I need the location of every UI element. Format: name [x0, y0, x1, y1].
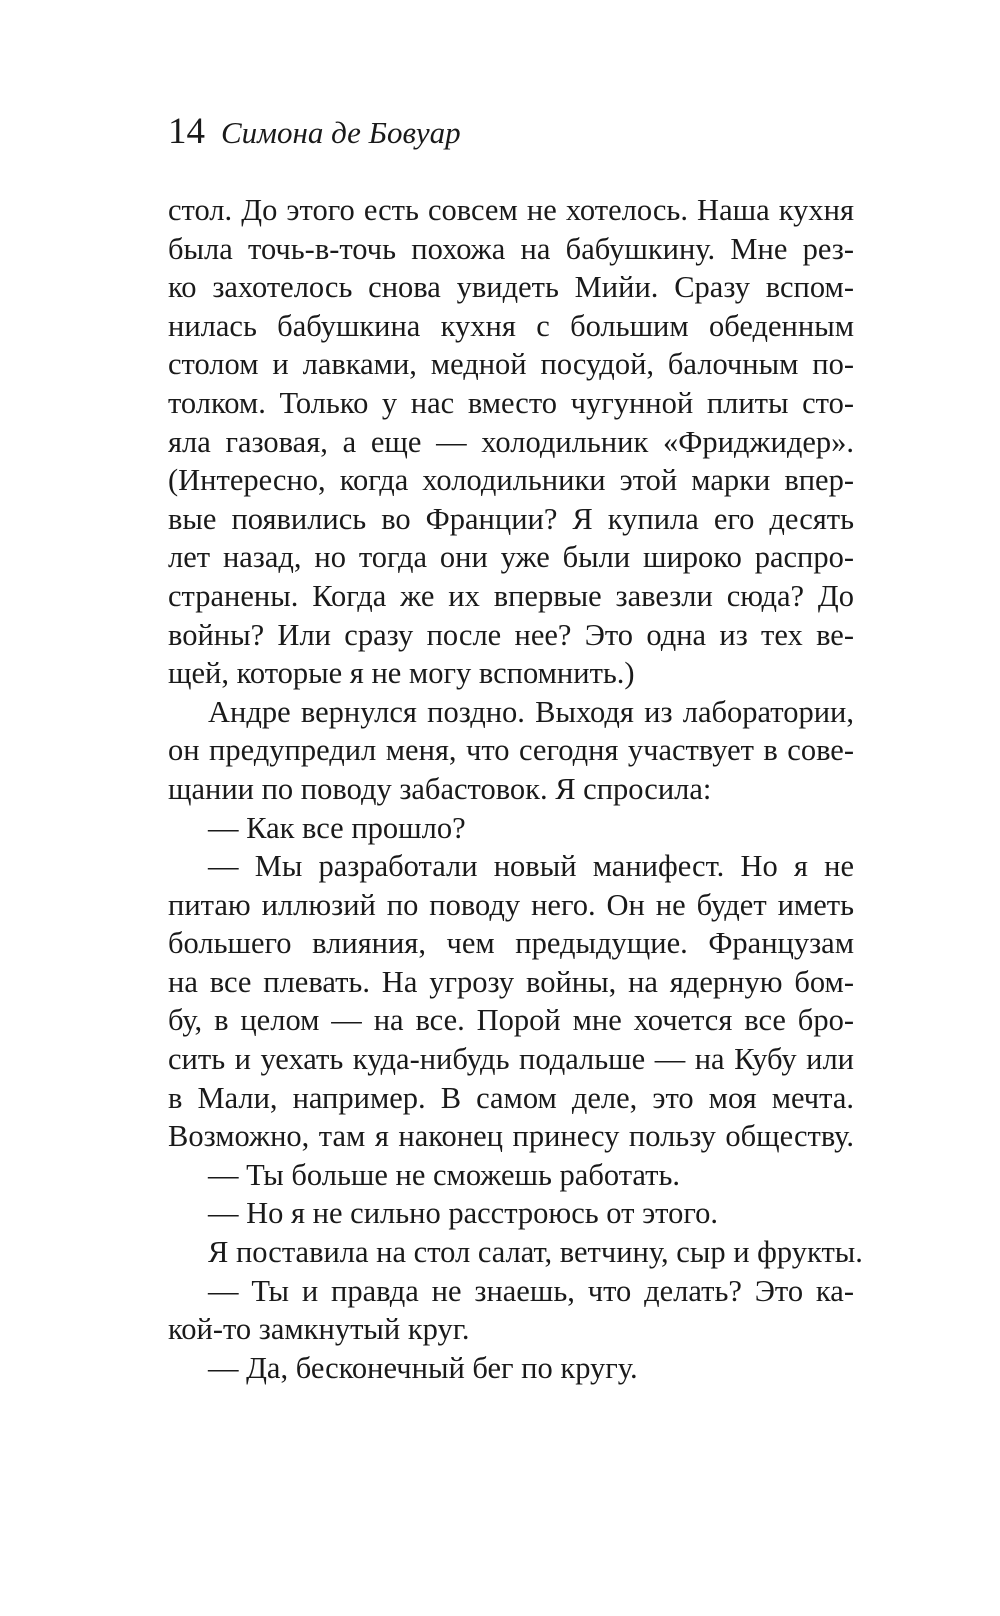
text-line: нилась бабушкина кухня с большим обеденным [168, 308, 854, 343]
text-line: лет назад, но тогда они уже были широко распро- [168, 540, 854, 575]
text-line: сить и уехать куда-нибудь подальше — на Кубу или [168, 1042, 854, 1077]
text-line: кой-то замкнутый круг. [168, 1312, 470, 1347]
text-line: Я поставила на стол салат, ветчину, сыр и фрукты. [208, 1235, 863, 1270]
text-line: — Но я не сильно расстроюсь от этого. [208, 1196, 718, 1231]
text-line: он предупредил меня, что сегодня участвует в сове- [168, 733, 854, 768]
text-line: — Как все прошло? [208, 810, 466, 845]
text-line: питаю иллюзий по поводу него. Он не будет иметь [168, 887, 854, 922]
text-line: яла газовая, а еще — холодильник «Фриджидер». [168, 424, 854, 459]
text-line: толком. Только у нас вместо чугунной плиты сто- [168, 385, 854, 420]
text-line: в Мали, например. В самом деле, это моя мечта. [168, 1080, 854, 1115]
text-line: — Мы разработали новый манифест. Но я не [208, 849, 854, 884]
text-line: щании по поводу забастовок. Я спросила: [168, 771, 712, 806]
body-text [168, 191, 863, 1387]
page-number: 14 [168, 111, 205, 152]
text-line: вые появились во Франции? Я купила его десять [168, 501, 854, 536]
text-line: (Интересно, когда холодильники этой марки впер- [168, 463, 854, 498]
text-line: на все плевать. На угрозу войны, на ядерную бом- [168, 964, 854, 999]
text-line: столом и лавками, медной посудой, балочным по- [168, 347, 854, 382]
text-line: — Да, бесконечный бег по кругу. [208, 1350, 638, 1385]
text-line: Возможно, там я наконец принесу пользу обществу. [168, 1119, 854, 1154]
text-line: большего влияния, чем предыдущие. Французам [168, 926, 854, 961]
text-line: войны? Или сразу после нее? Это одна из тех ве- [168, 617, 854, 652]
text-line: — Ты больше не сможешь работать. [208, 1157, 681, 1192]
text-line: стол. До этого есть совсем не хотелось. Наша кухня [168, 193, 854, 227]
text-line: ко захотелось снова увидеть Мийи. Сразу вспом- [168, 270, 854, 305]
text-line: странены. Когда же их впервые завезли сюда? До [168, 578, 854, 613]
text-line: — Ты и правда не знаешь, что делать? Это ка- [208, 1273, 854, 1308]
running-head [168, 110, 461, 160]
text-line: щей, которые я не могу вспомнить.) [168, 656, 635, 691]
running-head-author: Симона де Бовуар [221, 115, 461, 150]
text-line: была точь-в-точь похожа на бабушкину. Мне рез- [168, 231, 854, 266]
text-line: бу, в целом — на все. Порой мне хочется все бро- [168, 1003, 854, 1038]
text-line: Андре вернулся поздно. Выходя из лаборатории, [208, 694, 854, 729]
